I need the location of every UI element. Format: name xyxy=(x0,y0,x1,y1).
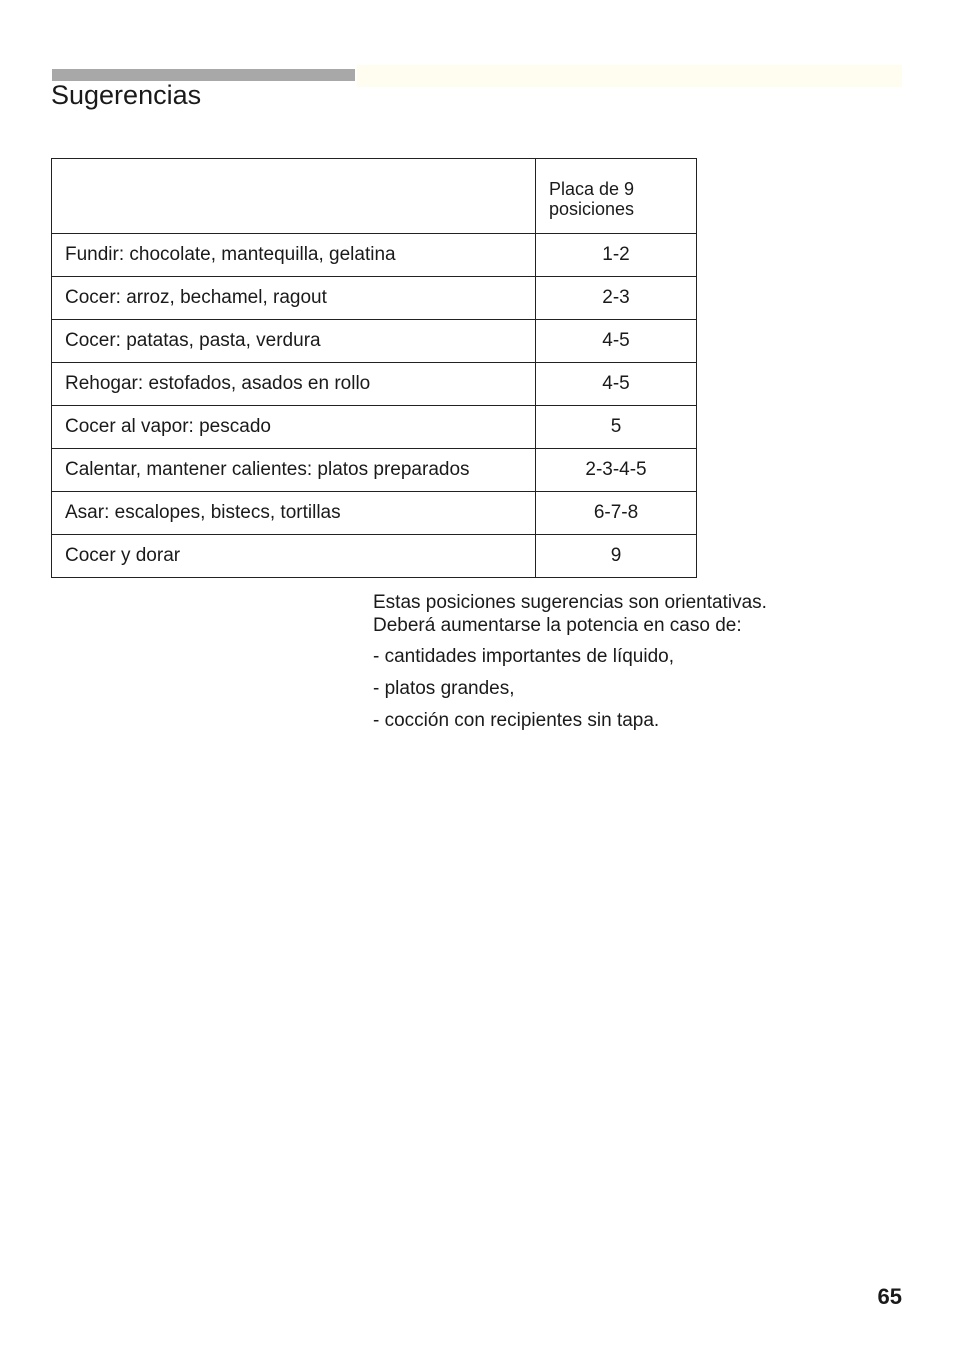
notes-intro-line: Estas posiciones sugerencias son orientativas. xyxy=(373,592,767,613)
row-value: 1-2 xyxy=(536,234,697,277)
table-row xyxy=(52,277,697,320)
page-number: 65 xyxy=(877,1284,902,1309)
row-label: Rehogar: estofados, asados en rollo xyxy=(52,363,536,406)
row-label: Cocer: arroz, bechamel, ragout xyxy=(52,277,536,320)
row-value: 9 xyxy=(536,535,697,578)
row-label: Fundir: chocolate, mantequilla, gelatina xyxy=(52,234,536,277)
row-value: 4-5 xyxy=(536,320,697,363)
table-row xyxy=(52,320,697,363)
table-row xyxy=(52,363,697,406)
row-label: Cocer: patatas, pasta, verdura xyxy=(52,320,536,363)
page-title: Sugerencias xyxy=(51,80,202,110)
row-value: 2-3 xyxy=(536,277,697,320)
table-row xyxy=(52,535,697,578)
row-value: 6-7-8 xyxy=(536,492,697,535)
notes-intro-line: Deberá aumentarse la potencia en caso de: xyxy=(373,615,742,636)
notes-list xyxy=(373,645,767,733)
section-header-band xyxy=(357,65,902,87)
cooking-positions-table xyxy=(51,158,697,578)
table-header-row xyxy=(52,159,697,234)
row-value: 4-5 xyxy=(536,363,697,406)
table-row xyxy=(52,449,697,492)
table-row xyxy=(52,234,697,277)
row-value: 2-3-4-5 xyxy=(536,449,697,492)
table-row xyxy=(52,406,697,449)
row-label: Asar: escalopes, bistecs, tortillas xyxy=(52,492,536,535)
table-header-value: Placa de 9 posiciones xyxy=(536,159,697,234)
table-row xyxy=(52,492,697,535)
list-item: - platos grandes, xyxy=(373,678,515,699)
row-label: Calentar, mantener calientes: platos preparados xyxy=(52,449,536,492)
list-item: - cantidades importantes de líquido, xyxy=(373,646,675,667)
notes-block xyxy=(373,591,767,741)
row-label: Cocer y dorar xyxy=(52,535,536,578)
table-header-label xyxy=(52,159,536,234)
row-label: Cocer al vapor: pescado xyxy=(52,406,536,449)
row-value: 5 xyxy=(536,406,697,449)
list-item: - cocción con recipientes sin tapa. xyxy=(373,710,660,731)
